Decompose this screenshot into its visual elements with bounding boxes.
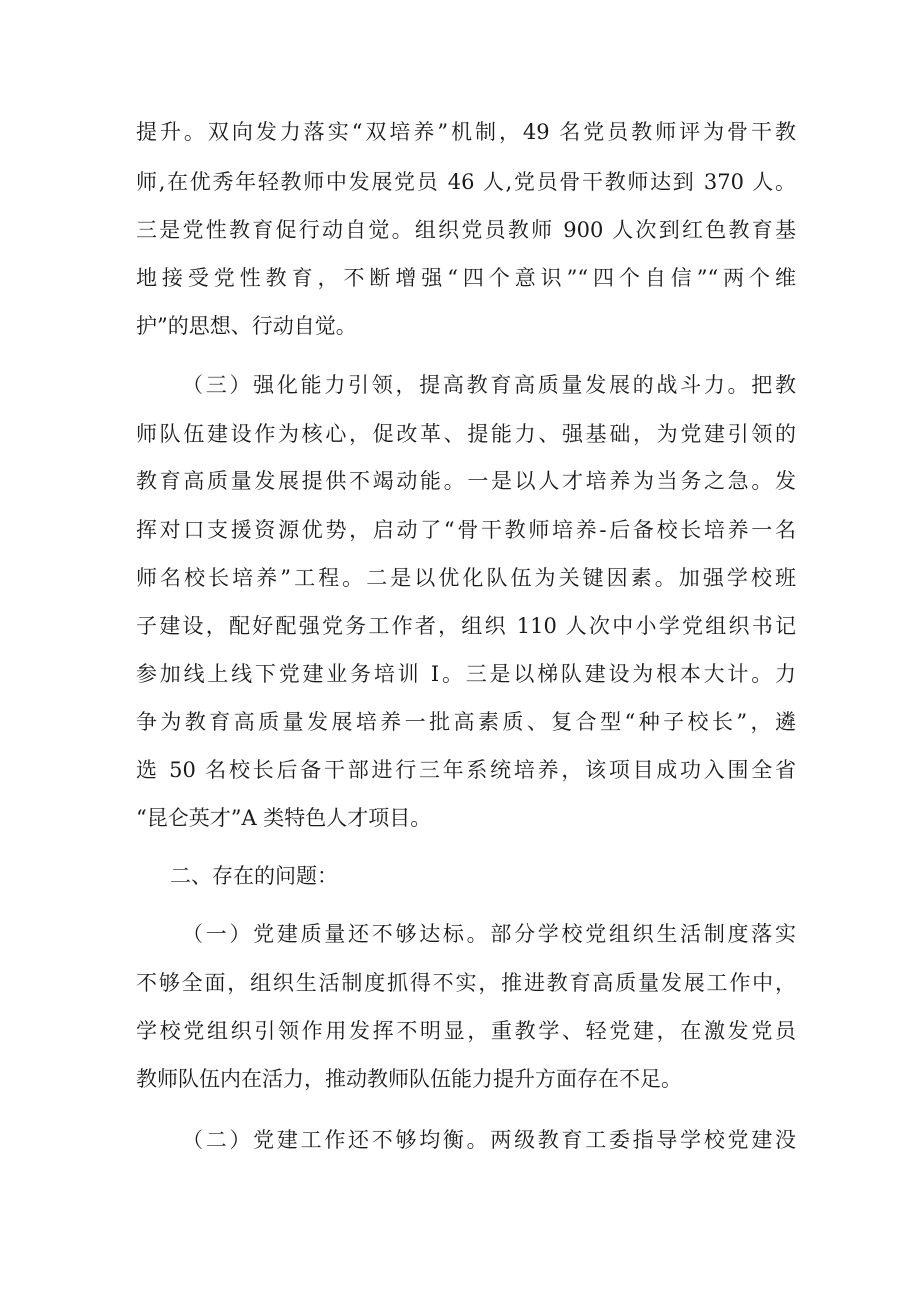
- paragraph-line: 师队伍建设作为核心，促改革、提能力、强基础，为党建引领的: [136, 422, 796, 446]
- paragraph-line: 师名校长培养”工程。二是以优化队伍为关键因素。加强学校班: [136, 566, 796, 590]
- paragraph-line: 教师队伍内在活力，推动教师队伍能力提升方面存在不足。: [136, 1067, 682, 1091]
- paragraph-line: 提升。双向发力落实“双培养”机制，49 名党员教师评为骨干教: [136, 120, 796, 144]
- paragraph-line: 师,在优秀年轻教师中发展党员 46 人,党员骨干教师达到 370 人。: [136, 170, 796, 194]
- section-heading-3: （三）强化能力引领，提高教育高质量发展的战斗力。把教: [182, 373, 796, 397]
- paragraph-line: 护”的思想、行动自觉。: [136, 314, 357, 338]
- paragraph-line: 参加线上线下党建业务培训 I。三是以梯队建设为根本大计。力: [136, 662, 796, 686]
- subsection-heading-2: （二）党建工作还不够均衡。两级教育工委指导学校党建没: [182, 1128, 796, 1152]
- section-heading-2: 二、存在的问题：: [170, 864, 338, 888]
- paragraph-line: 不够全面，组织生活制度抓得不实，推进教育高质量发展工作中，: [136, 971, 796, 995]
- paragraph-line: 争为教育高质量发展培养一批高素质、复合型“种子校长”，遴: [136, 710, 796, 734]
- paragraph-line: 子建设，配好配强党务工作者，组织 110 人次中小学党组织书记: [136, 614, 796, 638]
- paragraph-line: “昆仑英才”A 类特色人才项目。: [136, 806, 432, 830]
- paragraph-line: 教育高质量发展提供不竭动能。一是以人才培养为当务之急。发: [136, 469, 796, 493]
- paragraph-line: 三是党性教育促行动自觉。组织党员教师 900 人次到红色教育基: [136, 218, 796, 242]
- paragraph-line: 地接受党性教育，不断增强“四个意识”“四个自信”“两个维: [136, 266, 796, 290]
- paragraph-line: 学校党组织引领作用发挥不明显，重教学、轻党建，在激发党员: [136, 1019, 796, 1043]
- subsection-heading-1: （一）党建质量还不够达标。部分学校党组织生活制度落实: [182, 922, 796, 946]
- paragraph-line: 选 50 名校长后备干部进行三年系统培养，该项目成功入围全省: [136, 758, 796, 782]
- paragraph-line: 挥对口支援资源优势，启动了“骨干教师培养-后备校长培养一名: [136, 518, 796, 542]
